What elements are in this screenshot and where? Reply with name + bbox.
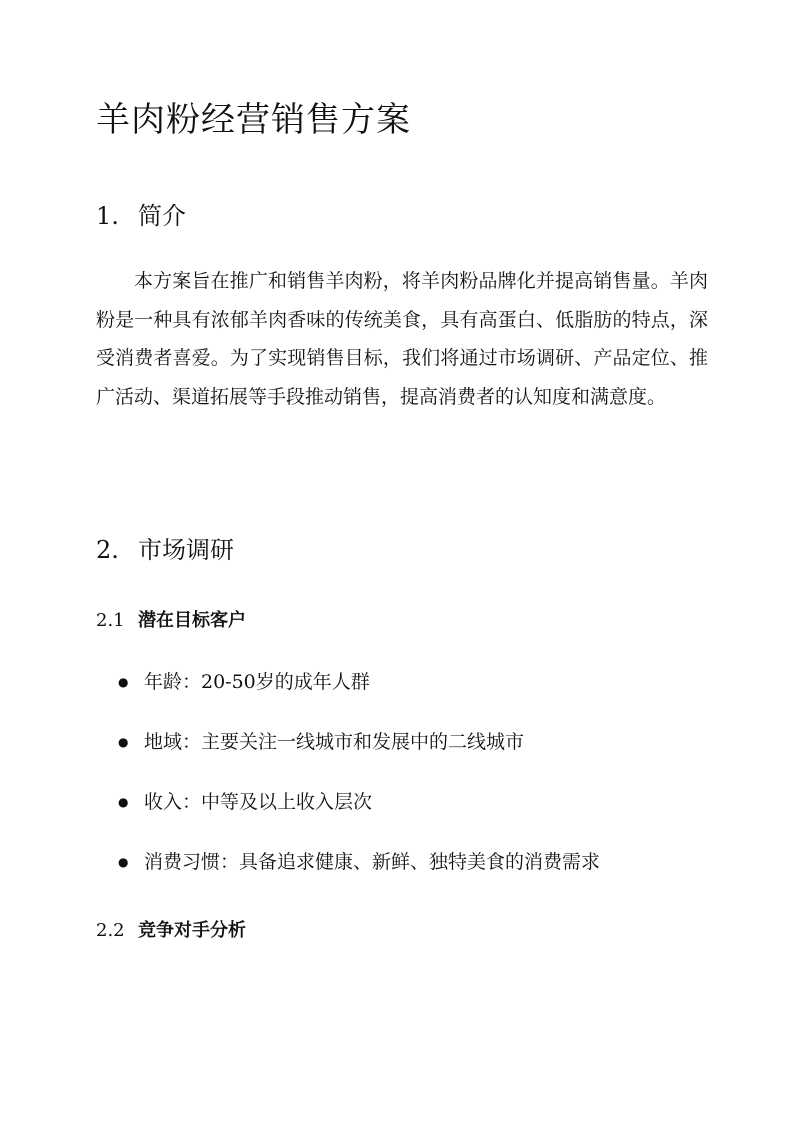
list-item xyxy=(118,844,600,904)
target-customer-list xyxy=(118,664,600,904)
section-number: 1. xyxy=(96,202,119,230)
page-title: 羊肉粉经营销售方案 xyxy=(96,100,411,140)
list-item-text: 收入：中等及以上收入层次 xyxy=(144,791,373,813)
list-item-text: 消费习惯：具备追求健康、新鲜、独特美食的消费需求 xyxy=(144,851,601,873)
bullet-dot-icon: ● xyxy=(118,855,129,869)
list-item-text: 年龄：20-50岁的成年人群 xyxy=(144,671,370,693)
subsection-heading-target-customers xyxy=(96,606,246,632)
bullet-dot-icon: ● xyxy=(118,675,129,689)
subsection-title: 潜在目标客户 xyxy=(138,610,246,631)
subsection-title: 竞争对手分析 xyxy=(138,920,246,941)
section-title: 简介 xyxy=(138,202,186,230)
list-item xyxy=(118,724,600,784)
bullet-dot-icon: ● xyxy=(118,735,129,749)
bullet-dot-icon: ● xyxy=(118,795,129,809)
intro-paragraph: 本方案旨在推广和销售羊肉粉，将羊肉粉品牌化并提高销售量。羊肉粉是一种具有浓郁羊肉香味的传统美食，具有高蛋白、低脂肪的特点，深受消费者喜爱。为了实现销售目标，我们将通过市场调研、产品定位、推广活动、渠道拓展等手段推动销售，提高消费者的认知度和满意度。 xyxy=(96,270,708,408)
section-number: 2. xyxy=(96,536,119,564)
section-heading-intro xyxy=(96,196,186,231)
subsection-number: 2.1 xyxy=(96,610,125,631)
section-heading-market-research xyxy=(96,530,234,565)
list-item xyxy=(118,784,600,844)
subsection-heading-competitor-analysis xyxy=(96,916,246,942)
list-item xyxy=(118,664,600,724)
list-item-text: 地域：主要关注一线城市和发展中的二线城市 xyxy=(144,731,525,753)
section-title: 市场调研 xyxy=(138,536,234,564)
subsection-number: 2.2 xyxy=(96,920,125,941)
